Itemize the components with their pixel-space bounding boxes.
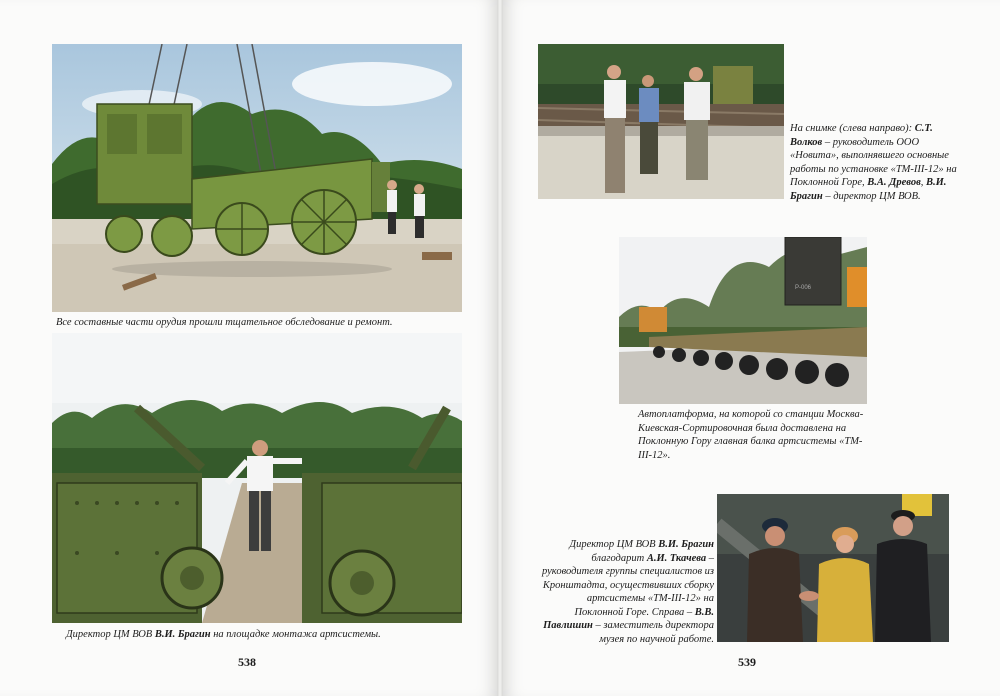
photo-sign-text: Р-006: [795, 285, 812, 291]
caption-1-part-1: На снимке (слева направо):: [790, 123, 915, 134]
caption-bottom-prefix: Директор ЦМ ВОВ: [66, 629, 155, 640]
caption-bottom-name: В.И. Брагин: [154, 629, 211, 640]
photo-platform-trailer: [619, 237, 867, 404]
caption-1-name-1: С.Т. Волков: [790, 123, 933, 148]
caption-3-name-3: В.В. Павлишин: [543, 606, 714, 631]
caption-1-part-4: – директор ЦМ ВОВ.: [822, 190, 921, 202]
caption-1-name-2: В.А. Древов: [867, 177, 921, 188]
photo-carriage-lift: [52, 44, 462, 312]
caption-2-text: Автоплатформа, на которой со станции Москва-Киевская-Сортировочная была доставлена на Поклонную Гору главная балка артсистемы «ТМ-III-12».: [638, 409, 864, 461]
caption-1: [790, 122, 965, 203]
caption-3-name-2: А.И. Ткачева: [646, 552, 707, 564]
caption-1-part-2: – руководитель ООО «Новита», выполнявшего основные работы по установке «ТМ-III-12» на Поклонной Горе,: [790, 136, 957, 188]
caption-3-part-3: – руководителя группы специалистов из Кронштадта, осуществивших сборку артсистемы «ТМ-III-12» на Поклонной Горе. Справа –: [542, 552, 714, 618]
caption-3-name-1: В.И. Брагин: [658, 539, 714, 550]
photo-handshake: [717, 494, 949, 642]
caption-3-part-4: – заместитель директора музея по научной работе.: [592, 620, 714, 645]
photo-assembly-site: [52, 333, 462, 623]
left-page: [0, 0, 497, 696]
page-number-left: 538: [238, 655, 256, 669]
caption-1-name-3: В.И. Брагин: [790, 177, 947, 202]
right-page: [503, 0, 1000, 696]
caption-1-part-3: ,: [920, 177, 927, 188]
caption-top: [56, 316, 476, 330]
photo-three-men: [538, 44, 784, 199]
caption-2: [638, 408, 873, 462]
page-number-right: 539: [738, 655, 756, 669]
caption-3: [537, 538, 714, 646]
caption-top-text: Все составные части орудия прошли тщательное обследование и ремонт.: [56, 317, 393, 328]
caption-3-part-2: благодарит: [591, 552, 647, 564]
caption-bottom-suffix: на площадке монтажа артсистемы.: [210, 629, 381, 640]
caption-3-part-1: Директор ЦМ ВОВ: [569, 539, 659, 550]
caption-bottom: [66, 628, 486, 642]
